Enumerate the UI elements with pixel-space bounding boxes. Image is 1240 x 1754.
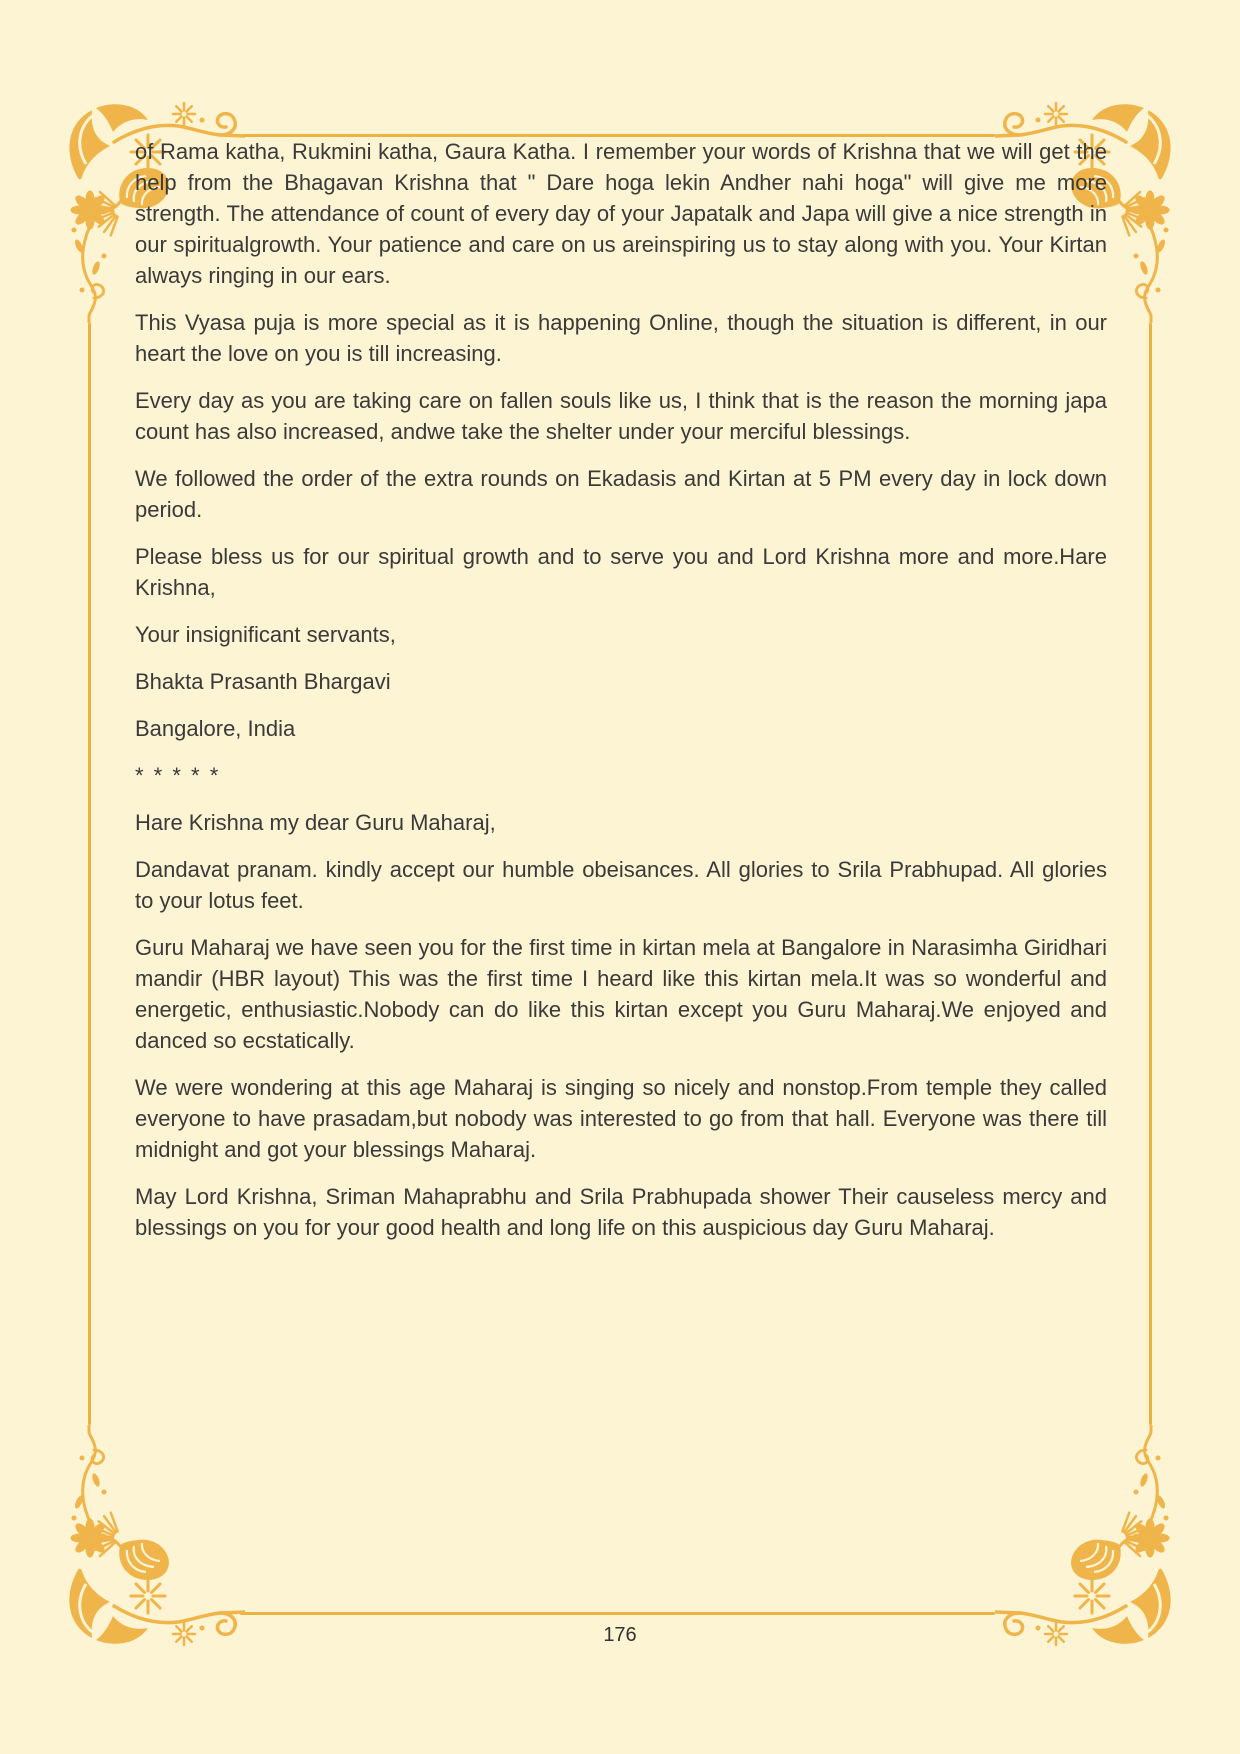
letter1-paragraph: This Vyasa puja is more special as it is happening Online, though the situation is different, in our heart the love on you is till increasing.	[135, 310, 1107, 366]
border-line-bottom	[240, 1612, 995, 1615]
letter2-salutation: Hare Krishna my dear Guru Maharaj,	[135, 810, 496, 835]
letter1-paragraph: Every day as you are taking care on fallen souls like us, I think that is the reason the morning japa count has also increased, andwe take the shelter under your merciful blessings.	[135, 388, 1107, 444]
letter2-paragraph: May Lord Krishna, Sriman Mahaprabhu and Srila Prabhupada shower Their causeless mercy and blessings on you for your good health and long life on this auspicious day Guru Maharaj.	[135, 1184, 1107, 1240]
signature-location: Bangalore, India	[135, 716, 296, 741]
letter2-paragraph: Guru Maharaj we have seen you for the first time in kirtan mela at Bangalore in Narasimha Giridhari mandir (HBR layout) This was the first time I heard like this kirtan mela.It was so wonderful and energetic, enthusiastic.Nobody can do like this kirtan except you Guru Maharaj.We enjoyed and danced so ecstatically.	[135, 935, 1107, 1053]
signoff-line: Your insignificant servants,	[135, 622, 396, 647]
border-line-right	[1149, 323, 1152, 1425]
border-line-left	[88, 323, 91, 1425]
page-text-column	[135, 136, 1107, 1259]
floral-corner-bottom-left-icon	[60, 1425, 245, 1650]
page-number: 176	[603, 1624, 637, 1646]
floral-corner-bottom-right-icon	[995, 1425, 1180, 1650]
section-separator: * * * * *	[135, 763, 221, 788]
letter2-paragraph: We were wondering at this age Maharaj is singing so nicely and nonstop.From temple they called everyone to have prasadam,but nobody was interested to go from that hall. Everyone was there till midnight and got your blessings Maharaj.	[135, 1075, 1107, 1162]
signature-name: Bhakta Prasanth Bhargavi	[135, 669, 391, 694]
letter1-paragraph: We followed the order of the extra rounds on Ekadasis and Kirtan at 5 PM every day in lock down period.	[135, 466, 1107, 522]
letter2-paragraph: Dandavat pranam. kindly accept our humble obeisances. All glories to Srila Prabhupad. All glories to your lotus feet.	[135, 857, 1107, 913]
letter1-paragraph: Please bless us for our spiritual growth and to serve you and Lord Krishna more and more.Hare Krishna,	[135, 544, 1107, 600]
letter1-paragraph: of Rama katha, Rukmini katha, Gaura Katha. I remember your words of Krishna that we will get the help from the Bhagavan Krishna that " Dare hoga lekin Andher nahi hoga" will give me more strength. The attendance of count of every day of your Japatalk and Japa will give a nice strength in our spiritualgrowth. Your patience and care on us areinspiring us to stay along with you. Your Kirtan always ringing in our ears.	[135, 139, 1107, 288]
